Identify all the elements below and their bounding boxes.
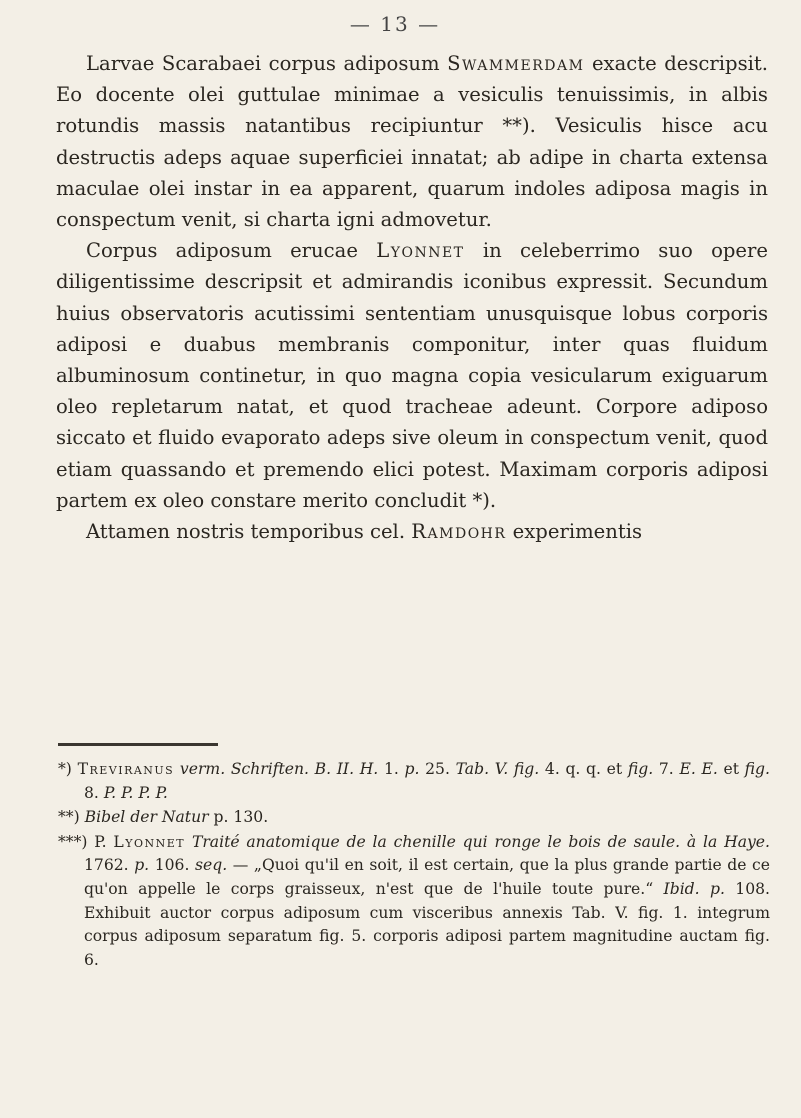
paragraph-1-rest: exacte descripsit. Eo docente olei guttulae minimae a vesiculis tenuissimis, in albis rotundis massis natantibus recipiuntur **). Vesiculis hisce acu destructis adeps aquae superficiei innatat; ab adipe in charta extensa maculae olei instar in ea apparent, quarum indoles adiposa magis in conspectum venit, si charta igni admovetur.	[56, 52, 768, 232]
footnote-3-text: p.	[134, 856, 150, 875]
footnote-2-mark: **)	[58, 808, 85, 827]
footnote-3-mark: ***) P.	[58, 832, 114, 851]
footnote-1-text: et	[717, 760, 745, 778]
footnote-1-title: verm. Schriften. B. II. H.	[174, 760, 379, 778]
footnote-1-author: Treviranus	[77, 760, 175, 778]
author-swammerdam: Swammerdam	[447, 52, 585, 75]
footnote-1-mark: *)	[58, 760, 78, 778]
paragraph-1-start: Larvae Scarabaei corpus adiposum	[86, 52, 448, 75]
paragraph-3-rest: experimentis	[506, 520, 643, 544]
footnote-3	[58, 831, 770, 973]
footnote-3-text: 108. Exhibuit auctor corpus adiposum cum visceribus annexis Tab. V. fig. 1. integrum corpus adiposum separatum fig. 5. corporis adiposi partem magnitudine auctam fig. 6.	[84, 879, 770, 969]
paragraph-1	[56, 48, 768, 235]
footnote-1-text: Tab. V. fig.	[455, 760, 540, 778]
author-lyonnet: Lyonnet	[376, 239, 465, 263]
paragraph-2-start: Corpus adiposum erucae	[86, 239, 377, 263]
paragraph-2	[56, 235, 768, 516]
footnote-3-text: 1762.	[84, 856, 135, 875]
main-text	[56, 48, 768, 547]
paragraph-3-start: Attamen nostris temporibus cel.	[86, 520, 412, 544]
footnote-1-text: fig.	[744, 760, 770, 778]
footnote-2-title: Bibel der Natur	[84, 808, 209, 827]
footnote-1-text: 4. q. q. et	[539, 760, 628, 778]
footnote-1-text: 7.	[653, 760, 680, 778]
footnote-1-text: fig.	[627, 760, 654, 778]
footnote-3-title: Traité anatomique de la chenille qui ronge le bois de saule. à la Haye.	[185, 832, 770, 851]
paragraph-3	[56, 516, 768, 547]
footnote-3-text: Ibid. p.	[663, 879, 725, 898]
footnote-divider	[58, 743, 218, 746]
footnote-3-text: seq.	[195, 856, 228, 875]
footnote-2-text: p. 130.	[208, 808, 269, 827]
author-ramdohr: Ramdohr	[411, 520, 507, 544]
footnote-1-text: 1.	[378, 760, 405, 778]
footnote-1-text: 25.	[419, 760, 456, 778]
footnote-1-text: E. E.	[679, 760, 718, 778]
footnotes	[58, 758, 770, 973]
footnote-3-text: 106.	[149, 856, 195, 875]
footnote-1-text: P. P. P. P.	[103, 783, 168, 802]
footnote-2	[58, 806, 770, 830]
footnote-1-text: p.	[404, 760, 420, 778]
page-number: — 13 —	[349, 12, 441, 36]
footnote-3-text: — „Quoi qu'il en soit, il est certain, que la plus grande partie de ce qu'on appelle le corps graisseux, n'est que de l'huile toute pure.“	[84, 856, 770, 898]
paragraph-2-rest: in celeberrimo suo opere diligentissime descripsit et admirandis iconibus expressit. Secundum huius observatoris acutissimi sententiam unusquisque lobus corporis adiposi e duabus membranis componitur, inter quas fluidum albuminosum continetur, in quo magna copia vesicularum exiguarum oleo repletarum natat, et quod tracheae adeunt. Corpore adiposo siccato et fluido evaporato adeps sive oleum in conspectum venit, quod etiam quassando et premendo elici potest. Maximam corporis adiposi partem ex oleo constare merito concludit *).	[56, 239, 768, 512]
footnote-1	[58, 758, 770, 805]
footnote-3-author: Lyonnet	[113, 832, 186, 851]
footnote-1-text: 8.	[84, 783, 104, 802]
